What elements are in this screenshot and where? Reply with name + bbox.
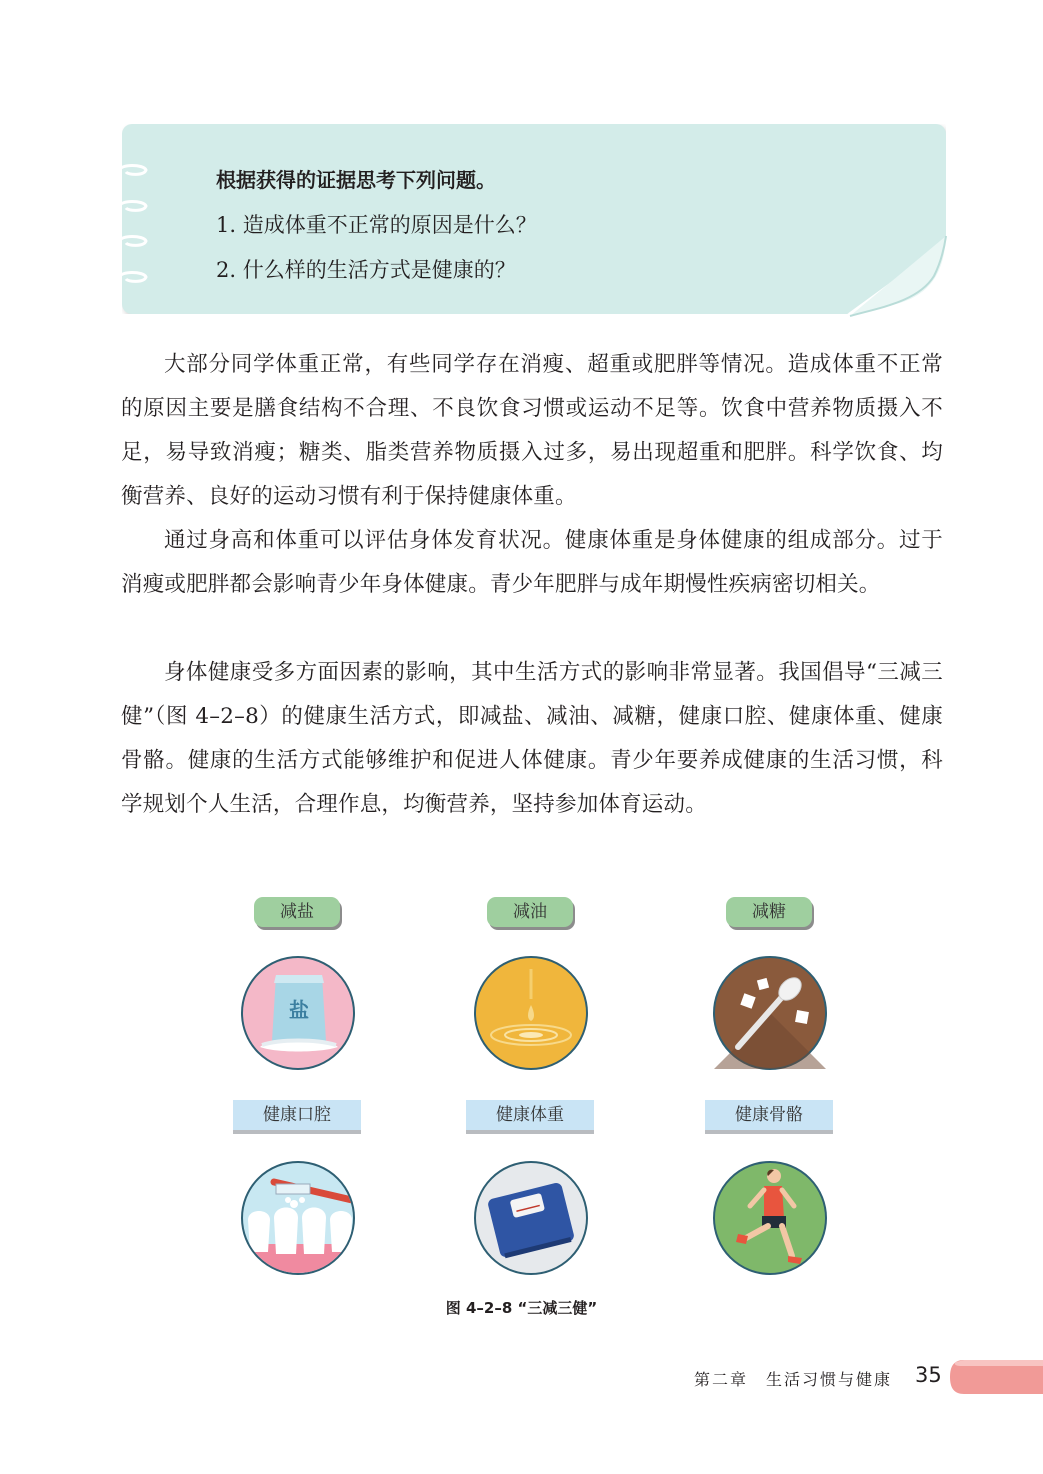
question-item: 1. 造成体重不正常的原因是什么？ bbox=[216, 213, 537, 237]
question-list bbox=[216, 158, 537, 293]
healthy-mouth-label: 健康口腔 bbox=[233, 1100, 361, 1130]
page-tab-decoration bbox=[950, 1360, 1043, 1394]
question-item: 2. 什么样的生活方式是健康的？ bbox=[216, 258, 516, 282]
weight-scale-icon bbox=[473, 1160, 589, 1276]
reduce-sugar-label: 减糖 bbox=[726, 897, 812, 927]
binder-ring-icon bbox=[118, 270, 148, 284]
body-paragraph: 大部分同学体重正常，有些同学存在消瘦、超重或肥胖等情况。造成体重不正常的原因主要是膳食结构不合理、不良饮食习惯或运动不足等。饮食中营养物质摄入不足，易导致消瘦；糖类、脂类营养物质摄入过多，易出现超重和肥胖。科学饮食、均衡营养、良好的运动习惯有利于保持健康体重。 bbox=[121, 352, 943, 509]
body-paragraph: 通过身高和体重可以评估身体发育状况。健康体重是身体健康的组成部分。过于消瘦或肥胖都会影响青少年身体健康。青少年肥胖与成年期慢性疾病密切相关。 bbox=[121, 528, 943, 597]
binder-ring-icon bbox=[118, 199, 148, 213]
reduce-salt-label: 减盐 bbox=[254, 897, 340, 927]
reduce-oil-label: 减油 bbox=[487, 897, 573, 927]
sugar-spoon-icon bbox=[712, 955, 828, 1071]
toothbrush-teeth-icon bbox=[240, 1160, 356, 1276]
salt-bag-char: 盐 bbox=[289, 998, 309, 1022]
healthy-weight-label: 健康体重 bbox=[466, 1100, 594, 1130]
page-curl-icon bbox=[848, 236, 948, 318]
binder-ring-icon bbox=[118, 234, 148, 248]
figure-caption: 图 4–2–8 “三减三健” bbox=[445, 1299, 598, 1317]
binder-ring-icon bbox=[118, 163, 148, 177]
salt-bag-icon bbox=[240, 955, 356, 1071]
question-title: 根据获得的证据思考下列问题。 bbox=[216, 168, 496, 192]
page-number: 35 bbox=[915, 1363, 942, 1387]
runner-icon bbox=[712, 1160, 828, 1276]
chapter-label: 第二章 生活习惯与健康 bbox=[694, 1370, 893, 1389]
healthy-bones-label: 健康骨骼 bbox=[705, 1100, 833, 1130]
body-paragraph: 身体健康受多方面因素的影响，其中生活方式的影响非常显著。我国倡导“三减三健”（图 4–2–8）的健康生活方式，即减盐、减油、减糖，健康口腔、健康体重、健康骨骼。健康的生活方式能够维护和促进人体健康。青少年要养成健康的生活习惯，科学规划个人生活，合理作息，均衡营养，坚持参加体育运动。 bbox=[121, 660, 943, 817]
oil-drop-icon bbox=[473, 955, 589, 1071]
